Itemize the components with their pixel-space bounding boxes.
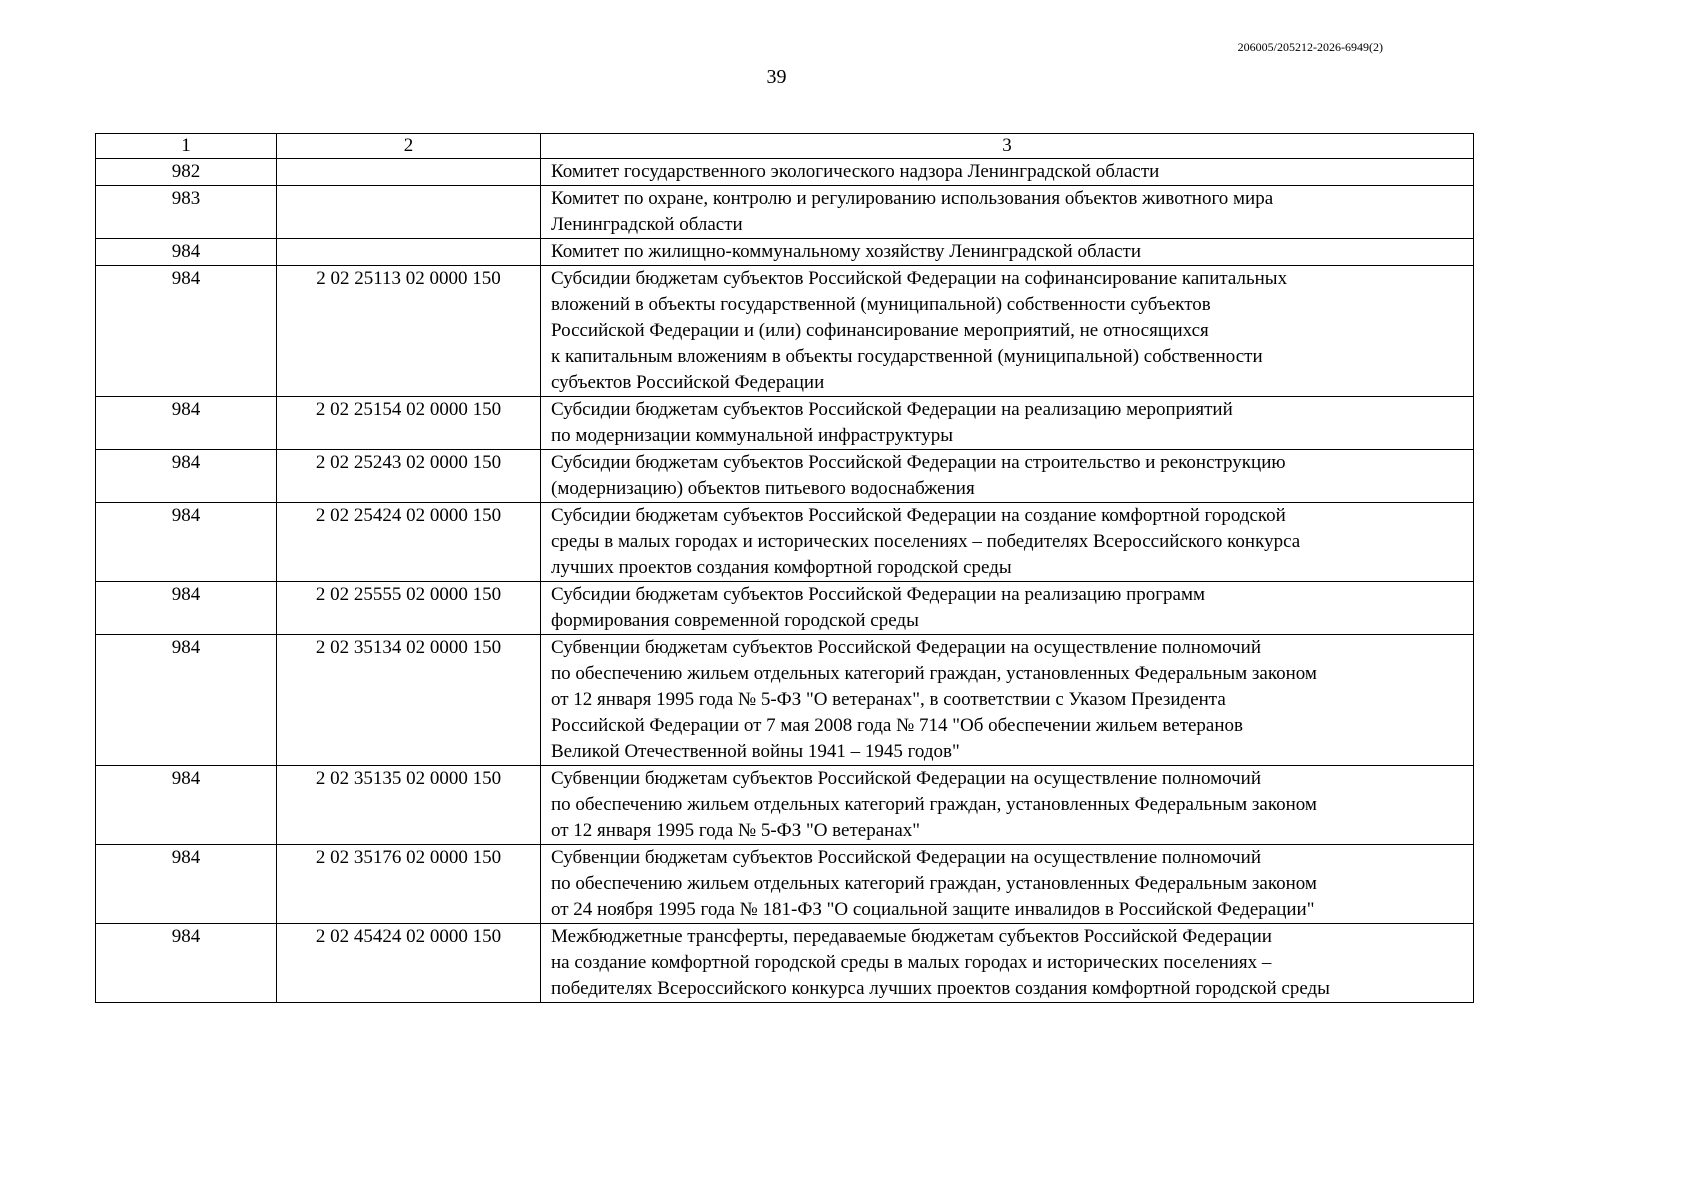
description-line: Российской Федерации и (или) софинансирование мероприятий, не относящихся	[551, 320, 1209, 341]
description-line: Комитет государственного экологического надзора Ленинградской области	[551, 161, 1160, 182]
admin-code-cell: 984	[96, 845, 277, 924]
revenue-code-cell	[277, 186, 541, 239]
table-body	[96, 159, 1474, 1003]
description-line: Комитет по охране, контролю и регулированию использования объектов животного мира	[551, 188, 1274, 209]
revenue-code-cell: 2 02 35134 02 0000 150	[277, 635, 541, 766]
table-row	[96, 845, 1474, 924]
revenue-code-cell	[277, 159, 541, 186]
table-row	[96, 239, 1474, 266]
table-row	[96, 582, 1474, 635]
admin-code-cell: 984	[96, 766, 277, 845]
revenue-code-cell: 2 02 35135 02 0000 150	[277, 766, 541, 845]
description-line: (модернизацию) объектов питьевого водоснабжения	[551, 478, 975, 499]
document-id: 206005/205212-2026-6949(2)	[1237, 40, 1383, 54]
revenue-code-cell: 2 02 25113 02 0000 150	[277, 266, 541, 397]
description-line: по обеспечению жильем отдельных категорий граждан, установленных Федеральным законом	[551, 663, 1317, 684]
description-line: по обеспечению жильем отдельных категорий граждан, установленных Федеральным законом	[551, 873, 1317, 894]
description-cell	[541, 582, 1474, 635]
description-line: Великой Отечественной войны 1941 – 1945 годов"	[551, 741, 960, 762]
description-line: Комитет по жилищно-коммунальному хозяйству Ленинградской области	[551, 241, 1141, 262]
description-line: победителях Всероссийского конкурса лучших проектов создания комфортной городской среды	[551, 978, 1330, 999]
description-line: Субвенции бюджетам субъектов Российской Федерации на осуществление полномочий	[551, 637, 1262, 658]
description-cell	[541, 766, 1474, 845]
description-line: Субсидии бюджетам субъектов Российской Федерации на строительство и реконструкцию	[551, 452, 1286, 473]
description-cell	[541, 239, 1474, 266]
admin-code-cell: 984	[96, 924, 277, 1003]
description-cell	[541, 845, 1474, 924]
table-row	[96, 635, 1474, 766]
revenue-code-cell: 2 02 25424 02 0000 150	[277, 503, 541, 582]
description-line: среды в малых городах и исторических поселениях – победителях Всероссийского конкурса	[551, 531, 1301, 552]
description-cell	[541, 924, 1474, 1003]
table-header-row	[96, 134, 1474, 159]
table-row	[96, 503, 1474, 582]
admin-code-cell: 984	[96, 635, 277, 766]
description-line: субъектов Российской Федерации	[551, 372, 825, 393]
description-line: формирования современной городской среды	[551, 610, 919, 631]
description-cell	[541, 266, 1474, 397]
admin-code-cell: 984	[96, 450, 277, 503]
description-line: к капитальным вложениям в объекты государственной (муниципальной) собственности	[551, 346, 1263, 367]
admin-code-cell: 982	[96, 159, 277, 186]
admin-code-cell: 984	[96, 266, 277, 397]
header-column-2: 2	[277, 134, 541, 159]
admin-code-cell: 984	[96, 239, 277, 266]
revenue-code-cell: 2 02 35176 02 0000 150	[277, 845, 541, 924]
description-cell	[541, 635, 1474, 766]
description-line: Субвенции бюджетам субъектов Российской Федерации на осуществление полномочий	[551, 768, 1262, 789]
revenue-code-cell: 2 02 25154 02 0000 150	[277, 397, 541, 450]
header-column-3: 3	[541, 134, 1474, 159]
table-row	[96, 186, 1474, 239]
revenue-code-cell: 2 02 25555 02 0000 150	[277, 582, 541, 635]
description-line: вложений в объекты государственной (муниципальной) собственности субъектов	[551, 294, 1211, 315]
description-cell	[541, 450, 1474, 503]
description-cell	[541, 186, 1474, 239]
admin-code-cell: 984	[96, 582, 277, 635]
table-row	[96, 266, 1474, 397]
table-row	[96, 924, 1474, 1003]
description-line: от 12 января 1995 года № 5-ФЗ "О ветеранах", в соответствии с Указом Президента	[551, 689, 1226, 710]
table-row	[96, 450, 1474, 503]
description-line: лучших проектов создания комфортной городской среды	[551, 557, 1012, 578]
revenue-code-cell: 2 02 45424 02 0000 150	[277, 924, 541, 1003]
admin-code-cell: 983	[96, 186, 277, 239]
table-row	[96, 159, 1474, 186]
table-row	[96, 397, 1474, 450]
description-line: Субсидии бюджетам субъектов Российской Федерации на софинансирование капитальных	[551, 268, 1288, 289]
description-line: на создание комфортной городской среды в малых городах и исторических поселениях –	[551, 952, 1272, 973]
description-line: Субсидии бюджетам субъектов Российской Федерации на реализацию программ	[551, 584, 1206, 605]
description-line: по модернизации коммунальной инфраструктуры	[551, 425, 954, 446]
description-line: Российской Федерации от 7 мая 2008 года № 714 "Об обеспечении жильем ветеранов	[551, 715, 1244, 736]
description-cell	[541, 503, 1474, 582]
description-line: от 24 ноября 1995 года № 181-ФЗ "О социальной защите инвалидов в Российской Федерации"	[551, 899, 1315, 920]
description-line: от 12 января 1995 года № 5-ФЗ "О ветеранах"	[551, 820, 921, 841]
revenue-codes-table	[95, 133, 1474, 1003]
description-line: Субвенции бюджетам субъектов Российской Федерации на осуществление полномочий	[551, 847, 1262, 868]
admin-code-cell: 984	[96, 503, 277, 582]
page-number: 39	[766, 66, 787, 88]
table-row	[96, 766, 1474, 845]
description-line: Субсидии бюджетам субъектов Российской Федерации на реализацию мероприятий	[551, 399, 1233, 420]
description-line: Межбюджетные трансферты, передаваемые бюджетам субъектов Российской Федерации	[551, 926, 1272, 947]
admin-code-cell: 984	[96, 397, 277, 450]
description-cell	[541, 397, 1474, 450]
description-line: по обеспечению жильем отдельных категорий граждан, установленных Федеральным законом	[551, 794, 1317, 815]
revenue-code-cell	[277, 239, 541, 266]
description-cell	[541, 159, 1474, 186]
description-line: Субсидии бюджетам субъектов Российской Федерации на создание комфортной городской	[551, 505, 1286, 526]
revenue-code-cell: 2 02 25243 02 0000 150	[277, 450, 541, 503]
header-column-1: 1	[96, 134, 277, 159]
description-line: Ленинградской области	[551, 214, 743, 235]
